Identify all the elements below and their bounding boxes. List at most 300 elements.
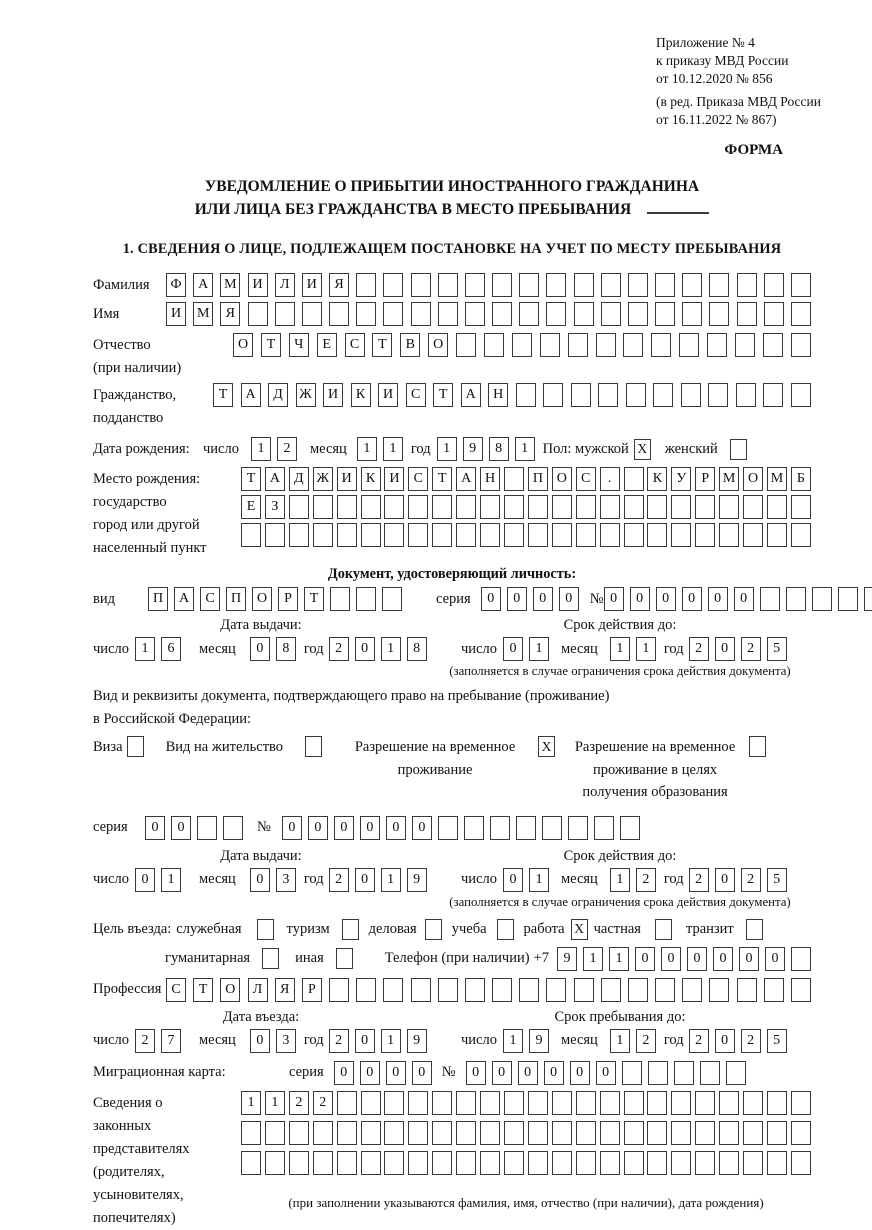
char-cell[interactable] [337,1121,357,1145]
char-cell[interactable] [519,273,539,297]
char-cell[interactable] [456,523,476,547]
purpose-private-checkbox[interactable] [655,919,672,940]
char-cell[interactable]: Н [480,467,500,491]
char-cell[interactable] [456,333,476,357]
char-cell[interactable]: 0 [360,1061,380,1085]
char-cell[interactable] [791,1151,811,1175]
char-cell[interactable] [546,302,566,326]
char-cell[interactable]: 2 [741,637,761,661]
char-cell[interactable]: И [166,302,186,326]
char-cell[interactable] [552,1121,572,1145]
char-cell[interactable] [456,1091,476,1115]
char-cell[interactable] [574,302,594,326]
char-cell[interactable] [528,495,548,519]
char-cell[interactable] [504,1151,524,1175]
char-cell[interactable]: 1 [437,437,457,461]
char-cell[interactable]: К [647,467,667,491]
char-cell[interactable]: П [148,587,168,611]
char-cell[interactable]: 0 [687,947,707,971]
char-cell[interactable] [465,273,485,297]
char-cell[interactable] [651,333,671,357]
doc-valid-month-cells[interactable] [610,637,656,661]
char-cell[interactable] [655,302,675,326]
char-cell[interactable]: 0 [544,1061,564,1085]
char-cell[interactable] [695,1091,715,1115]
char-cell[interactable]: 1 [583,947,603,971]
char-cell[interactable]: О [233,333,253,357]
char-cell[interactable] [763,333,783,357]
char-cell[interactable] [600,495,620,519]
char-cell[interactable] [542,816,562,840]
char-cell[interactable] [681,383,701,407]
legal-cells-row3[interactable] [241,1151,811,1175]
char-cell[interactable]: 0 [682,587,702,611]
char-cell[interactable] [384,523,404,547]
char-cell[interactable] [764,978,784,1002]
char-cell[interactable] [791,947,811,971]
char-cell[interactable] [620,816,640,840]
char-cell[interactable] [671,1121,691,1145]
char-cell[interactable] [786,587,806,611]
doc-issue-year-cells[interactable] [329,637,427,661]
char-cell[interactable]: 0 [412,816,432,840]
stay-year-cells[interactable] [689,1029,787,1053]
char-cell[interactable]: 2 [741,1029,761,1053]
char-cell[interactable] [528,523,548,547]
patronymic-cells[interactable] [233,333,811,357]
char-cell[interactable] [682,978,702,1002]
char-cell[interactable]: Л [248,978,268,1002]
char-cell[interactable] [598,383,618,407]
permit-valid-year-cells[interactable] [689,868,787,892]
char-cell[interactable]: 1 [357,437,377,461]
purpose-work-checkbox[interactable]: X [571,919,588,940]
char-cell[interactable] [864,587,872,611]
permit-issue-year-cells[interactable] [329,868,427,892]
char-cell[interactable] [512,333,532,357]
char-cell[interactable] [622,1061,642,1085]
char-cell[interactable] [411,302,431,326]
char-cell[interactable] [709,978,729,1002]
char-cell[interactable] [519,978,539,1002]
char-cell[interactable] [465,302,485,326]
char-cell[interactable]: И [384,467,404,491]
char-cell[interactable] [671,495,691,519]
char-cell[interactable]: 0 [715,868,735,892]
char-cell[interactable]: 5 [767,1029,787,1053]
char-cell[interactable] [767,1151,787,1175]
char-cell[interactable] [600,1091,620,1115]
char-cell[interactable] [456,1121,476,1145]
char-cell[interactable]: 9 [529,1029,549,1053]
permit-issue-month-cells[interactable] [250,868,296,892]
char-cell[interactable] [408,1091,428,1115]
char-cell[interactable]: 0 [503,868,523,892]
char-cell[interactable] [655,978,675,1002]
char-cell[interactable]: 1 [609,947,629,971]
char-cell[interactable]: О [552,467,572,491]
char-cell[interactable]: 1 [515,437,535,461]
char-cell[interactable] [623,333,643,357]
char-cell[interactable]: 2 [329,1029,349,1053]
char-cell[interactable]: Р [302,978,322,1002]
char-cell[interactable]: 2 [689,637,709,661]
char-cell[interactable] [540,333,560,357]
char-cell[interactable] [791,1121,811,1145]
char-cell[interactable]: Р [278,587,298,611]
doc-issue-month-cells[interactable] [250,637,296,661]
char-cell[interactable] [329,302,349,326]
permit-valid-month-cells[interactable] [610,868,656,892]
char-cell[interactable] [265,1151,285,1175]
char-cell[interactable]: Т [432,467,452,491]
char-cell[interactable] [337,1091,357,1115]
char-cell[interactable]: О [428,333,448,357]
char-cell[interactable] [760,587,780,611]
char-cell[interactable]: 0 [492,1061,512,1085]
char-cell[interactable]: Е [317,333,337,357]
char-cell[interactable]: Т [193,978,213,1002]
char-cell[interactable] [432,1091,452,1115]
char-cell[interactable]: 8 [489,437,509,461]
char-cell[interactable]: С [200,587,220,611]
char-cell[interactable]: А [193,273,213,297]
char-cell[interactable]: 0 [412,1061,432,1085]
char-cell[interactable] [337,495,357,519]
migcard-number-cells[interactable] [466,1061,746,1085]
char-cell[interactable]: К [361,467,381,491]
char-cell[interactable]: 0 [171,816,191,840]
char-cell[interactable]: 0 [481,587,501,611]
char-cell[interactable]: 1 [636,637,656,661]
char-cell[interactable] [432,523,452,547]
char-cell[interactable]: 8 [407,637,427,661]
char-cell[interactable] [791,273,811,297]
char-cell[interactable] [383,273,403,297]
surname-cells[interactable] [166,273,811,297]
char-cell[interactable] [384,1151,404,1175]
char-cell[interactable] [791,523,811,547]
char-cell[interactable]: А [461,383,481,407]
char-cell[interactable]: 3 [276,1029,296,1053]
char-cell[interactable] [600,1151,620,1175]
char-cell[interactable] [480,1151,500,1175]
char-cell[interactable] [384,495,404,519]
char-cell[interactable] [456,1151,476,1175]
char-cell[interactable] [337,523,357,547]
char-cell[interactable] [596,333,616,357]
char-cell[interactable]: 2 [636,1029,656,1053]
char-cell[interactable] [576,523,596,547]
char-cell[interactable] [571,383,591,407]
char-cell[interactable] [516,816,536,840]
char-cell[interactable] [647,1121,667,1145]
char-cell[interactable] [695,1151,715,1175]
char-cell[interactable] [408,1121,428,1145]
char-cell[interactable] [671,1091,691,1115]
char-cell[interactable] [546,978,566,1002]
char-cell[interactable] [763,383,783,407]
char-cell[interactable]: 6 [161,637,181,661]
char-cell[interactable] [674,1061,694,1085]
char-cell[interactable]: 9 [407,1029,427,1053]
char-cell[interactable]: 0 [596,1061,616,1085]
char-cell[interactable]: 2 [289,1091,309,1115]
char-cell[interactable] [791,978,811,1002]
char-cell[interactable]: Ч [289,333,309,357]
char-cell[interactable] [552,495,572,519]
char-cell[interactable]: З [265,495,285,519]
char-cell[interactable] [682,302,702,326]
char-cell[interactable] [601,302,621,326]
char-cell[interactable] [313,1121,333,1145]
char-cell[interactable] [313,523,333,547]
char-cell[interactable] [743,1091,763,1115]
birthplace-cells-row3[interactable] [241,523,811,547]
char-cell[interactable]: 9 [407,868,427,892]
char-cell[interactable]: 0 [250,637,270,661]
purpose-other-checkbox[interactable] [336,948,353,969]
char-cell[interactable]: 0 [308,816,328,840]
char-cell[interactable]: Л [275,273,295,297]
char-cell[interactable]: 1 [383,437,403,461]
doc-valid-day-cells[interactable] [503,637,549,661]
char-cell[interactable]: 0 [250,1029,270,1053]
char-cell[interactable] [624,1121,644,1145]
char-cell[interactable]: Т [213,383,233,407]
char-cell[interactable]: И [337,467,357,491]
char-cell[interactable] [653,383,673,407]
char-cell[interactable] [241,1151,261,1175]
char-cell[interactable] [626,383,646,407]
char-cell[interactable] [289,495,309,519]
char-cell[interactable] [528,1151,548,1175]
char-cell[interactable] [647,495,667,519]
char-cell[interactable]: 9 [557,947,577,971]
char-cell[interactable]: Ф [166,273,186,297]
char-cell[interactable]: . [600,467,620,491]
name-cells[interactable] [166,302,811,326]
char-cell[interactable] [313,495,333,519]
entry-day-cells[interactable] [135,1029,181,1053]
char-cell[interactable]: 2 [135,1029,155,1053]
char-cell[interactable] [490,816,510,840]
char-cell[interactable] [695,1121,715,1145]
char-cell[interactable] [743,523,763,547]
char-cell[interactable] [492,978,512,1002]
char-cell[interactable] [624,1091,644,1115]
char-cell[interactable]: С [406,383,426,407]
char-cell[interactable]: 0 [250,868,270,892]
char-cell[interactable] [764,302,784,326]
char-cell[interactable]: 0 [334,1061,354,1085]
birthplace-cells-row2[interactable] [241,495,811,519]
char-cell[interactable] [791,302,811,326]
char-cell[interactable]: 2 [329,868,349,892]
char-cell[interactable] [383,978,403,1002]
char-cell[interactable]: 0 [355,868,375,892]
char-cell[interactable] [543,383,563,407]
char-cell[interactable]: 0 [355,1029,375,1053]
doc-series-cells[interactable] [481,587,579,611]
birthplace-cells-row1[interactable] [241,467,811,491]
sex-female-checkbox[interactable] [730,439,747,460]
char-cell[interactable]: 5 [767,637,787,661]
purpose-transit-checkbox[interactable] [746,919,763,940]
char-cell[interactable] [329,978,349,1002]
permit-number-cells[interactable] [282,816,640,840]
char-cell[interactable]: 0 [145,816,165,840]
char-cell[interactable]: 2 [741,868,761,892]
char-cell[interactable] [456,495,476,519]
char-cell[interactable] [241,523,261,547]
birth-day-cells[interactable] [251,437,297,461]
char-cell[interactable] [736,383,756,407]
char-cell[interactable] [438,978,458,1002]
char-cell[interactable]: 1 [610,637,630,661]
char-cell[interactable] [504,1091,524,1115]
char-cell[interactable]: Ж [313,467,333,491]
char-cell[interactable] [516,383,536,407]
char-cell[interactable]: М [719,467,739,491]
char-cell[interactable]: 0 [715,1029,735,1053]
char-cell[interactable]: 0 [570,1061,590,1085]
char-cell[interactable] [568,333,588,357]
char-cell[interactable] [361,1091,381,1115]
char-cell[interactable]: Т [372,333,392,357]
residence-permit-checkbox[interactable] [305,736,322,757]
char-cell[interactable] [679,333,699,357]
entry-year-cells[interactable] [329,1029,427,1053]
stay-day-cells[interactable] [503,1029,549,1053]
char-cell[interactable] [356,587,376,611]
char-cell[interactable] [624,523,644,547]
char-cell[interactable]: О [252,587,272,611]
char-cell[interactable] [735,333,755,357]
char-cell[interactable]: 0 [386,816,406,840]
char-cell[interactable] [791,495,811,519]
char-cell[interactable]: 2 [689,1029,709,1053]
char-cell[interactable] [265,523,285,547]
char-cell[interactable] [624,467,644,491]
stay-month-cells[interactable] [610,1029,656,1053]
char-cell[interactable]: 1 [381,868,401,892]
char-cell[interactable] [552,1091,572,1115]
char-cell[interactable] [695,523,715,547]
char-cell[interactable] [764,273,784,297]
char-cell[interactable]: В [400,333,420,357]
char-cell[interactable] [464,816,484,840]
phone-cells[interactable] [557,947,811,971]
char-cell[interactable] [504,495,524,519]
char-cell[interactable] [480,495,500,519]
char-cell[interactable] [709,302,729,326]
char-cell[interactable] [337,1151,357,1175]
char-cell[interactable]: Д [289,467,309,491]
char-cell[interactable] [432,1121,452,1145]
char-cell[interactable] [302,302,322,326]
char-cell[interactable]: А [265,467,285,491]
char-cell[interactable] [504,1121,524,1145]
char-cell[interactable]: У [671,467,691,491]
char-cell[interactable] [767,1091,787,1115]
char-cell[interactable] [568,816,588,840]
char-cell[interactable]: С [576,467,596,491]
char-cell[interactable]: 0 [386,1061,406,1085]
char-cell[interactable]: Т [241,467,261,491]
char-cell[interactable] [361,495,381,519]
char-cell[interactable]: 5 [767,868,787,892]
char-cell[interactable] [743,1121,763,1145]
char-cell[interactable]: 0 [765,947,785,971]
char-cell[interactable]: 0 [713,947,733,971]
char-cell[interactable]: И [248,273,268,297]
doc-valid-year-cells[interactable] [689,637,787,661]
char-cell[interactable]: 0 [334,816,354,840]
char-cell[interactable]: Ж [296,383,316,407]
char-cell[interactable] [628,302,648,326]
char-cell[interactable]: А [241,383,261,407]
char-cell[interactable] [289,1121,309,1145]
char-cell[interactable]: 1 [610,1029,630,1053]
char-cell[interactable] [197,816,217,840]
char-cell[interactable]: А [456,467,476,491]
char-cell[interactable] [528,1121,548,1145]
char-cell[interactable] [382,587,402,611]
purpose-study-checkbox[interactable] [497,919,514,940]
char-cell[interactable] [330,587,350,611]
char-cell[interactable]: 2 [277,437,297,461]
char-cell[interactable] [655,273,675,297]
char-cell[interactable] [791,333,811,357]
char-cell[interactable]: 3 [276,868,296,892]
char-cell[interactable] [838,587,858,611]
char-cell[interactable]: 0 [135,868,155,892]
legal-cells-row1[interactable] [241,1091,811,1115]
char-cell[interactable] [432,1151,452,1175]
char-cell[interactable] [552,523,572,547]
entry-month-cells[interactable] [250,1029,296,1053]
doc-number-cells[interactable] [604,587,872,611]
permit-series-cells[interactable] [145,816,243,840]
char-cell[interactable] [480,523,500,547]
char-cell[interactable] [671,523,691,547]
char-cell[interactable]: С [408,467,428,491]
char-cell[interactable]: 1 [610,868,630,892]
char-cell[interactable] [737,302,757,326]
char-cell[interactable]: М [193,302,213,326]
purpose-tourism-checkbox[interactable] [342,919,359,940]
char-cell[interactable]: 1 [161,868,181,892]
char-cell[interactable] [624,1151,644,1175]
char-cell[interactable] [628,273,648,297]
char-cell[interactable]: Я [220,302,240,326]
char-cell[interactable]: 1 [241,1091,261,1115]
char-cell[interactable] [707,333,727,357]
char-cell[interactable]: И [323,383,343,407]
char-cell[interactable]: 0 [533,587,553,611]
char-cell[interactable]: Б [791,467,811,491]
char-cell[interactable]: 0 [355,637,375,661]
char-cell[interactable] [438,816,458,840]
char-cell[interactable]: М [767,467,787,491]
citizenship-cells[interactable] [213,383,811,407]
char-cell[interactable]: 1 [135,637,155,661]
char-cell[interactable]: 0 [282,816,302,840]
char-cell[interactable]: П [226,587,246,611]
migcard-series-cells[interactable] [334,1061,432,1085]
char-cell[interactable] [438,302,458,326]
